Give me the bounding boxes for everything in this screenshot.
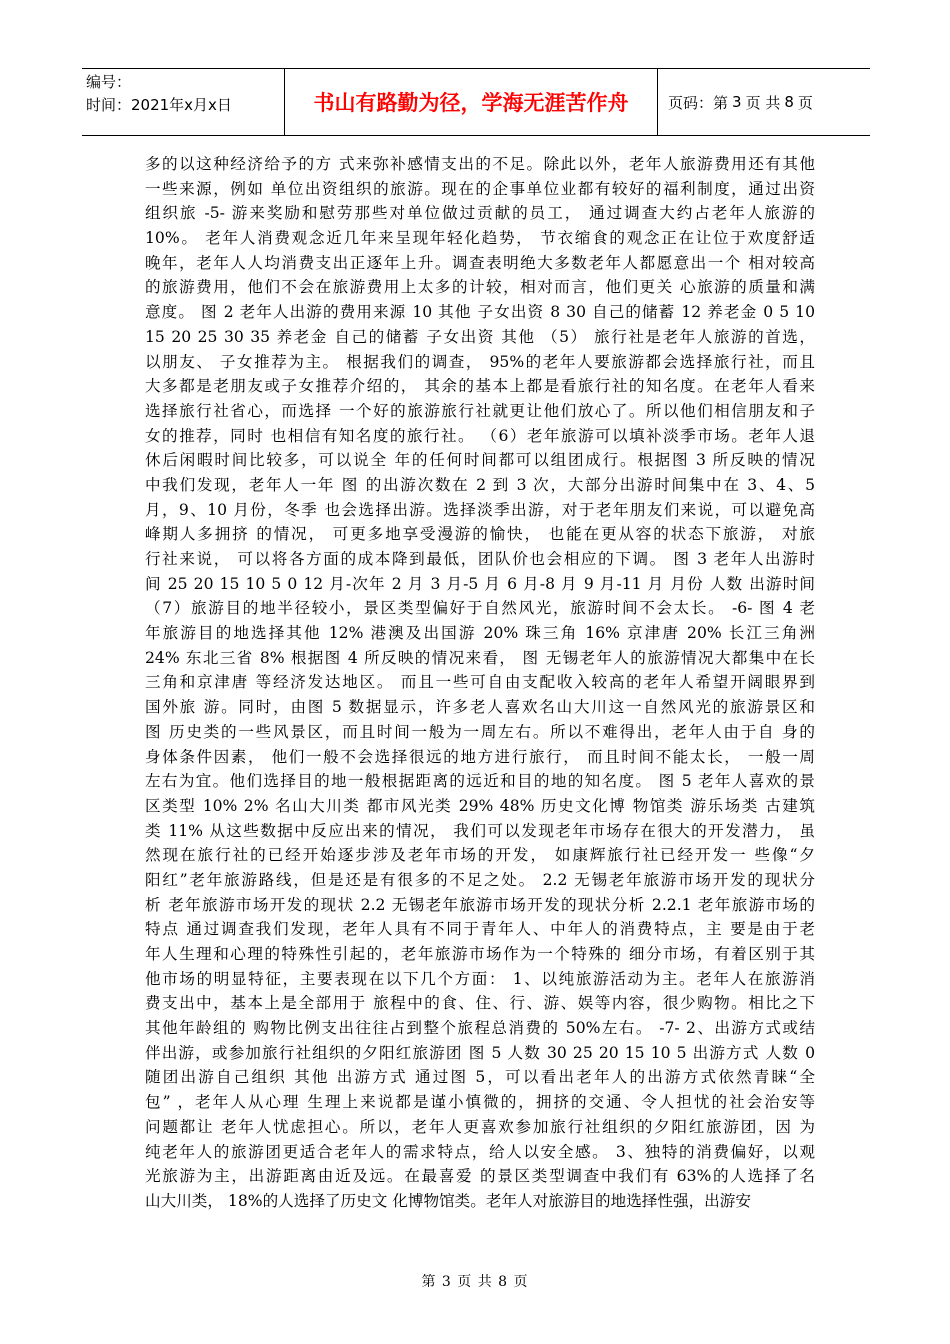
page-info-mid: 页 共 bbox=[745, 93, 781, 112]
body-text-line: 24% 东北三省 8% 根据图 4 所反映的情况来看， 图 无锡老年人的旅游情况大都集中在长 bbox=[145, 648, 815, 667]
body-text-line: 纯老年人的旅游团更适合老年人的需求特点，给人以安全感。 3、独特的消费偏好，以观 bbox=[145, 1142, 815, 1161]
body-text-line: 年旅游目的地选择其他 12% 港澳及出国游 20% 珠三角 16% 京津唐 20% 长江三角洲 bbox=[145, 624, 815, 643]
body-text-line: 区类型 10% 2% 名山大川类 都市风光类 29% 48% 历史文化博 物馆类 游乐场类 古建筑 bbox=[145, 796, 815, 815]
body-text-line: 大多都是老朋友或子女推荐介绍的， 其余的基本上都是看旅行社的知名度。在老年人看来 bbox=[145, 377, 815, 396]
body-text-line: 月，9、10 月份，冬季 也会选择出游。选择淡季出游，对于老年朋友们来说，可以避免高 bbox=[145, 500, 815, 519]
document-time-label: 时间：2021年x月x日 bbox=[86, 96, 232, 114]
body-text-line: 国外旅 游。同时，由图 5 数据显示，许多老人喜欢名山大川这一自然风光的旅游景区和 bbox=[145, 698, 815, 717]
body-text-line: 女的推荐，同时 也相信有知名度的旅行社。 （6）老年旅游可以填补淡季市场。老年人退 bbox=[145, 426, 815, 445]
body-text-line: 左右为宜。他们选择目的地一般根据距离的远近和目的地的知名度。 图 5 老年人喜欢的景 bbox=[145, 772, 815, 791]
body-text-line: 组织旅 -5- 游来奖励和慰劳那些对单位做过贡献的员工， 通过调查大约占老年人旅游的 bbox=[145, 204, 815, 223]
page-info-label: 页码：第 bbox=[668, 93, 729, 112]
body-text-line: 山大川类， 18%的人选择了历史文 化博物馆类。老年人对旅游目的地选择性强，出游安 bbox=[145, 1191, 751, 1210]
body-text-line: 光旅游为主，出游距离由近及远。在最喜爱 的景区类型调查中我们有 63%的人选择了名 bbox=[145, 1167, 815, 1186]
page-footer: 第 3 页 共 8 页 bbox=[421, 1274, 529, 1290]
body-text-line: 行社来说， 可以将各方面的成本降到最低，团队价也会相应的下调。 图 3 老年人出游时 bbox=[145, 550, 815, 568]
body-text-line: 特点 通过调查我们发现，老年人具有不同于青年人、中年人的消费特点，主 要是由于老 bbox=[145, 920, 815, 939]
body-text-line: 意度。 图 2 老年人出游的费用来源 10 其他 子女出资 8 30 自己的储蓄 12 养老金 0 5 10 bbox=[145, 303, 815, 322]
body-text-line: 他市场的明显特征，主要表现在以下几个方面： 1、以纯旅游活动为主。老年人在旅游消 bbox=[145, 969, 815, 988]
body-text-line: 析 老年旅游市场开发的现状 2.2 无锡老年旅游市场开发的现状分析 2.2.1 老年旅游市场的 bbox=[145, 895, 815, 914]
page-header bbox=[82, 68, 870, 136]
body-text-line: 多的以这种经济给予的方 式来弥补感情支出的不足。除此以外，老年人旅游费用还有其他 bbox=[145, 155, 815, 173]
body-text-line: 峰期人多拥挤 的情况， 可更多地享受漫游的愉快， 也能在更从容的状态下旅游， 对旅 bbox=[145, 525, 815, 544]
body-text-line: 包” ，老年人从心理 生理上来说都是谨小慎微的，拥挤的交通、令人担忧的社会治安等 bbox=[145, 1093, 815, 1112]
body-text-line: 中我们发现，老年人一年 图 的出游次数在 2 到 3 次，大部分出游时间集中在 3、4、5 bbox=[145, 475, 815, 494]
body-text-line: 10%。 老年人消费观念近几年来呈现年轻化趋势， 节衣缩食的观念正在让位于欢度舒适 bbox=[145, 229, 815, 248]
header-page-info bbox=[658, 69, 870, 135]
page-info-end: 页 bbox=[797, 93, 813, 112]
body-text-line: 然现在旅行社的已经开始逐步涉及老年市场的开发， 如康辉旅行社已经开发一 些像“夕 bbox=[145, 846, 815, 865]
body-text-line: 年人生理和心理的特殊性引起的，老年旅游市场作为一个特殊的 细分市场，有着区别于其 bbox=[145, 945, 815, 963]
document-body bbox=[145, 152, 815, 1214]
body-text-line: 休后闲暇时间比较多，可以说全 年的任何时间都可以组团成行。根据图 3 所反映的情况 bbox=[145, 451, 815, 470]
body-text-line: 随团出游自己组织 其他 出游方式 通过图 5，可以看出老年人的出游方式依然青睐“全 bbox=[145, 1068, 815, 1087]
document-number-label: 编号： bbox=[86, 73, 132, 91]
body-text-line: 三角和京津唐 等经济发达地区。 而且一些可自由支配收入较高的老年人希望开阔眼界到 bbox=[145, 673, 815, 692]
body-text-line: 阳红”老年旅游路线，但是还是有很多的不足之处。 2.2 无锡老年旅游市场开发的现状分 bbox=[145, 870, 815, 889]
body-text-line: 的旅游费用，他们不会在旅游费用上太多的计较，相对而言，他们更关 心旅游的质量和满 bbox=[145, 278, 815, 297]
header-motto: 书山有路勤为径，学海无涯苦作舟 bbox=[285, 69, 658, 135]
page-info-current: 3 bbox=[732, 93, 742, 111]
body-text-line: 晚年，老年人人均消费支出正逐年上升。调查表明绝大多数老年人都愿意出一个 相对较高 bbox=[145, 253, 815, 272]
body-text-line: 一些来源，例如 单位出资组织的旅游。现在的企事单位业都有较好的福利制度，通过出资 bbox=[145, 179, 815, 198]
body-text-line: 间 25 20 15 10 5 0 12 月-次年 2 月 3 月-5 月 6 月-8 月 9 月-11 月 月份 人数 出游时间 bbox=[145, 574, 815, 593]
body-text-line: （7）旅游目的地半径较小，景区类型偏好于自然风光，旅游时间不会太长。 -6- 图 4 老 bbox=[145, 599, 815, 618]
body-text-line: 伴出游，或参加旅行社组织的夕阳红旅游团 图 5 人数 30 25 20 15 10 5 出游方式 人数 0 bbox=[145, 1043, 815, 1062]
body-text-line: 其他年龄组的 购物比例支出往往占到整个旅程总消费的 50%左右。 -7- 2、出游方式或结 bbox=[145, 1019, 815, 1038]
body-text-line: 身体条件因素， 他们一般不会选择很远的地方进行旅行， 而且时间不能太长， 一般一周 bbox=[145, 747, 815, 766]
body-text-line: 15 20 25 30 35 养老金 自己的储蓄 子女出资 其他 （5） 旅行社是老年人旅游的首选， bbox=[145, 327, 815, 346]
body-text-line: 图 历史类的一些风景区，而且时间一般为一周左右。所以不难得出，老年人由于自 身的 bbox=[145, 722, 815, 741]
body-text-line: 类 11% 从这些数据中反应出来的情况， 我们可以发现老年市场存在很大的开发潜力， 虽 bbox=[145, 821, 815, 840]
header-meta bbox=[82, 69, 285, 135]
body-text-line: 以朋友、 子女推荐为主。 根据我们的调查， 95%的老年人要旅游都会选择旅行社，而且 bbox=[145, 352, 815, 371]
page-info-total: 8 bbox=[784, 93, 794, 111]
body-text-line: 选择旅行社省心，而选择 一个好的旅游旅行社就更让他们放心了。所以他们相信朋友和子 bbox=[145, 401, 815, 420]
body-text-line: 问题都让 老年人忧虑担心。所以，老年人更喜欢参加旅行社组织的夕阳红旅游团，因 为 bbox=[145, 1117, 815, 1136]
body-text-line: 费支出中，基本上是全部用于 旅程中的食、住、行、游、娱等内容，很少购物。相比之下 bbox=[145, 994, 815, 1013]
